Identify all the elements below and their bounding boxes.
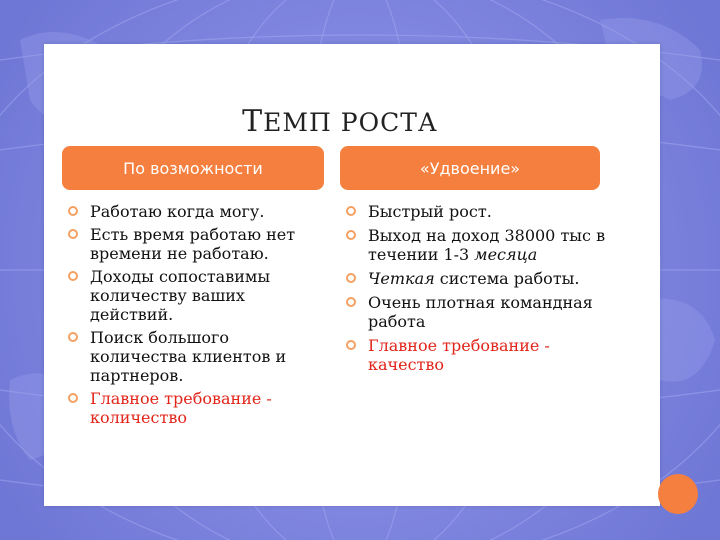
list-item-text: Очень плотная командная работа	[368, 293, 593, 331]
bullet-icon	[346, 206, 356, 216]
list-item	[346, 269, 608, 288]
slide-title	[32, 104, 648, 139]
list-item-italic-text: Четкая	[368, 269, 435, 288]
decorative-orange-circle	[658, 474, 698, 514]
list-item	[68, 202, 328, 221]
list-item-text: Поиск большого количества клиентов и партнеров.	[90, 328, 287, 385]
list-item-italic-text: месяца	[474, 245, 538, 264]
bullet-icon	[68, 271, 78, 281]
list-item	[68, 225, 328, 263]
bullet-icon	[68, 206, 78, 216]
right-column-header	[340, 146, 600, 190]
list-item	[68, 267, 328, 324]
bullet-icon	[68, 229, 78, 239]
bullet-icon	[68, 332, 78, 342]
left-column-list	[68, 202, 328, 431]
right-column-list	[346, 202, 608, 379]
list-item-text: система работы.	[434, 269, 580, 288]
bullet-icon	[346, 340, 356, 350]
left-column-header	[62, 146, 324, 190]
bullet-icon	[346, 230, 356, 240]
list-item	[346, 226, 608, 264]
list-item-main-requirement	[346, 336, 608, 374]
list-item-text: Главное требование - качество	[368, 336, 550, 374]
list-item	[346, 202, 608, 221]
title-first-letter: Т	[242, 104, 264, 139]
list-item-text: Есть время работаю нет времени не работаю.	[90, 225, 296, 263]
list-item	[68, 328, 328, 385]
list-item-main-requirement	[68, 389, 328, 427]
list-item-text: Быстрый рост.	[368, 202, 492, 221]
slide	[44, 44, 660, 506]
list-item-text: Работаю когда могу.	[90, 202, 265, 221]
bullet-icon	[68, 393, 78, 403]
list-item-text: Доходы сопоставимы количеству ваших действий.	[90, 267, 271, 324]
right-header-label: «Удвоение»	[419, 158, 521, 178]
list-item	[346, 293, 608, 331]
bullet-icon	[346, 273, 356, 283]
list-item-text: Выход на доход 38000 тыс в течении 1-3	[368, 226, 606, 264]
bullet-icon	[346, 297, 356, 307]
list-item-text: Главное требование - количество	[90, 389, 272, 427]
title-rest: ЕМП РОСТА	[263, 108, 438, 137]
left-header-label: По возможности	[123, 158, 263, 178]
